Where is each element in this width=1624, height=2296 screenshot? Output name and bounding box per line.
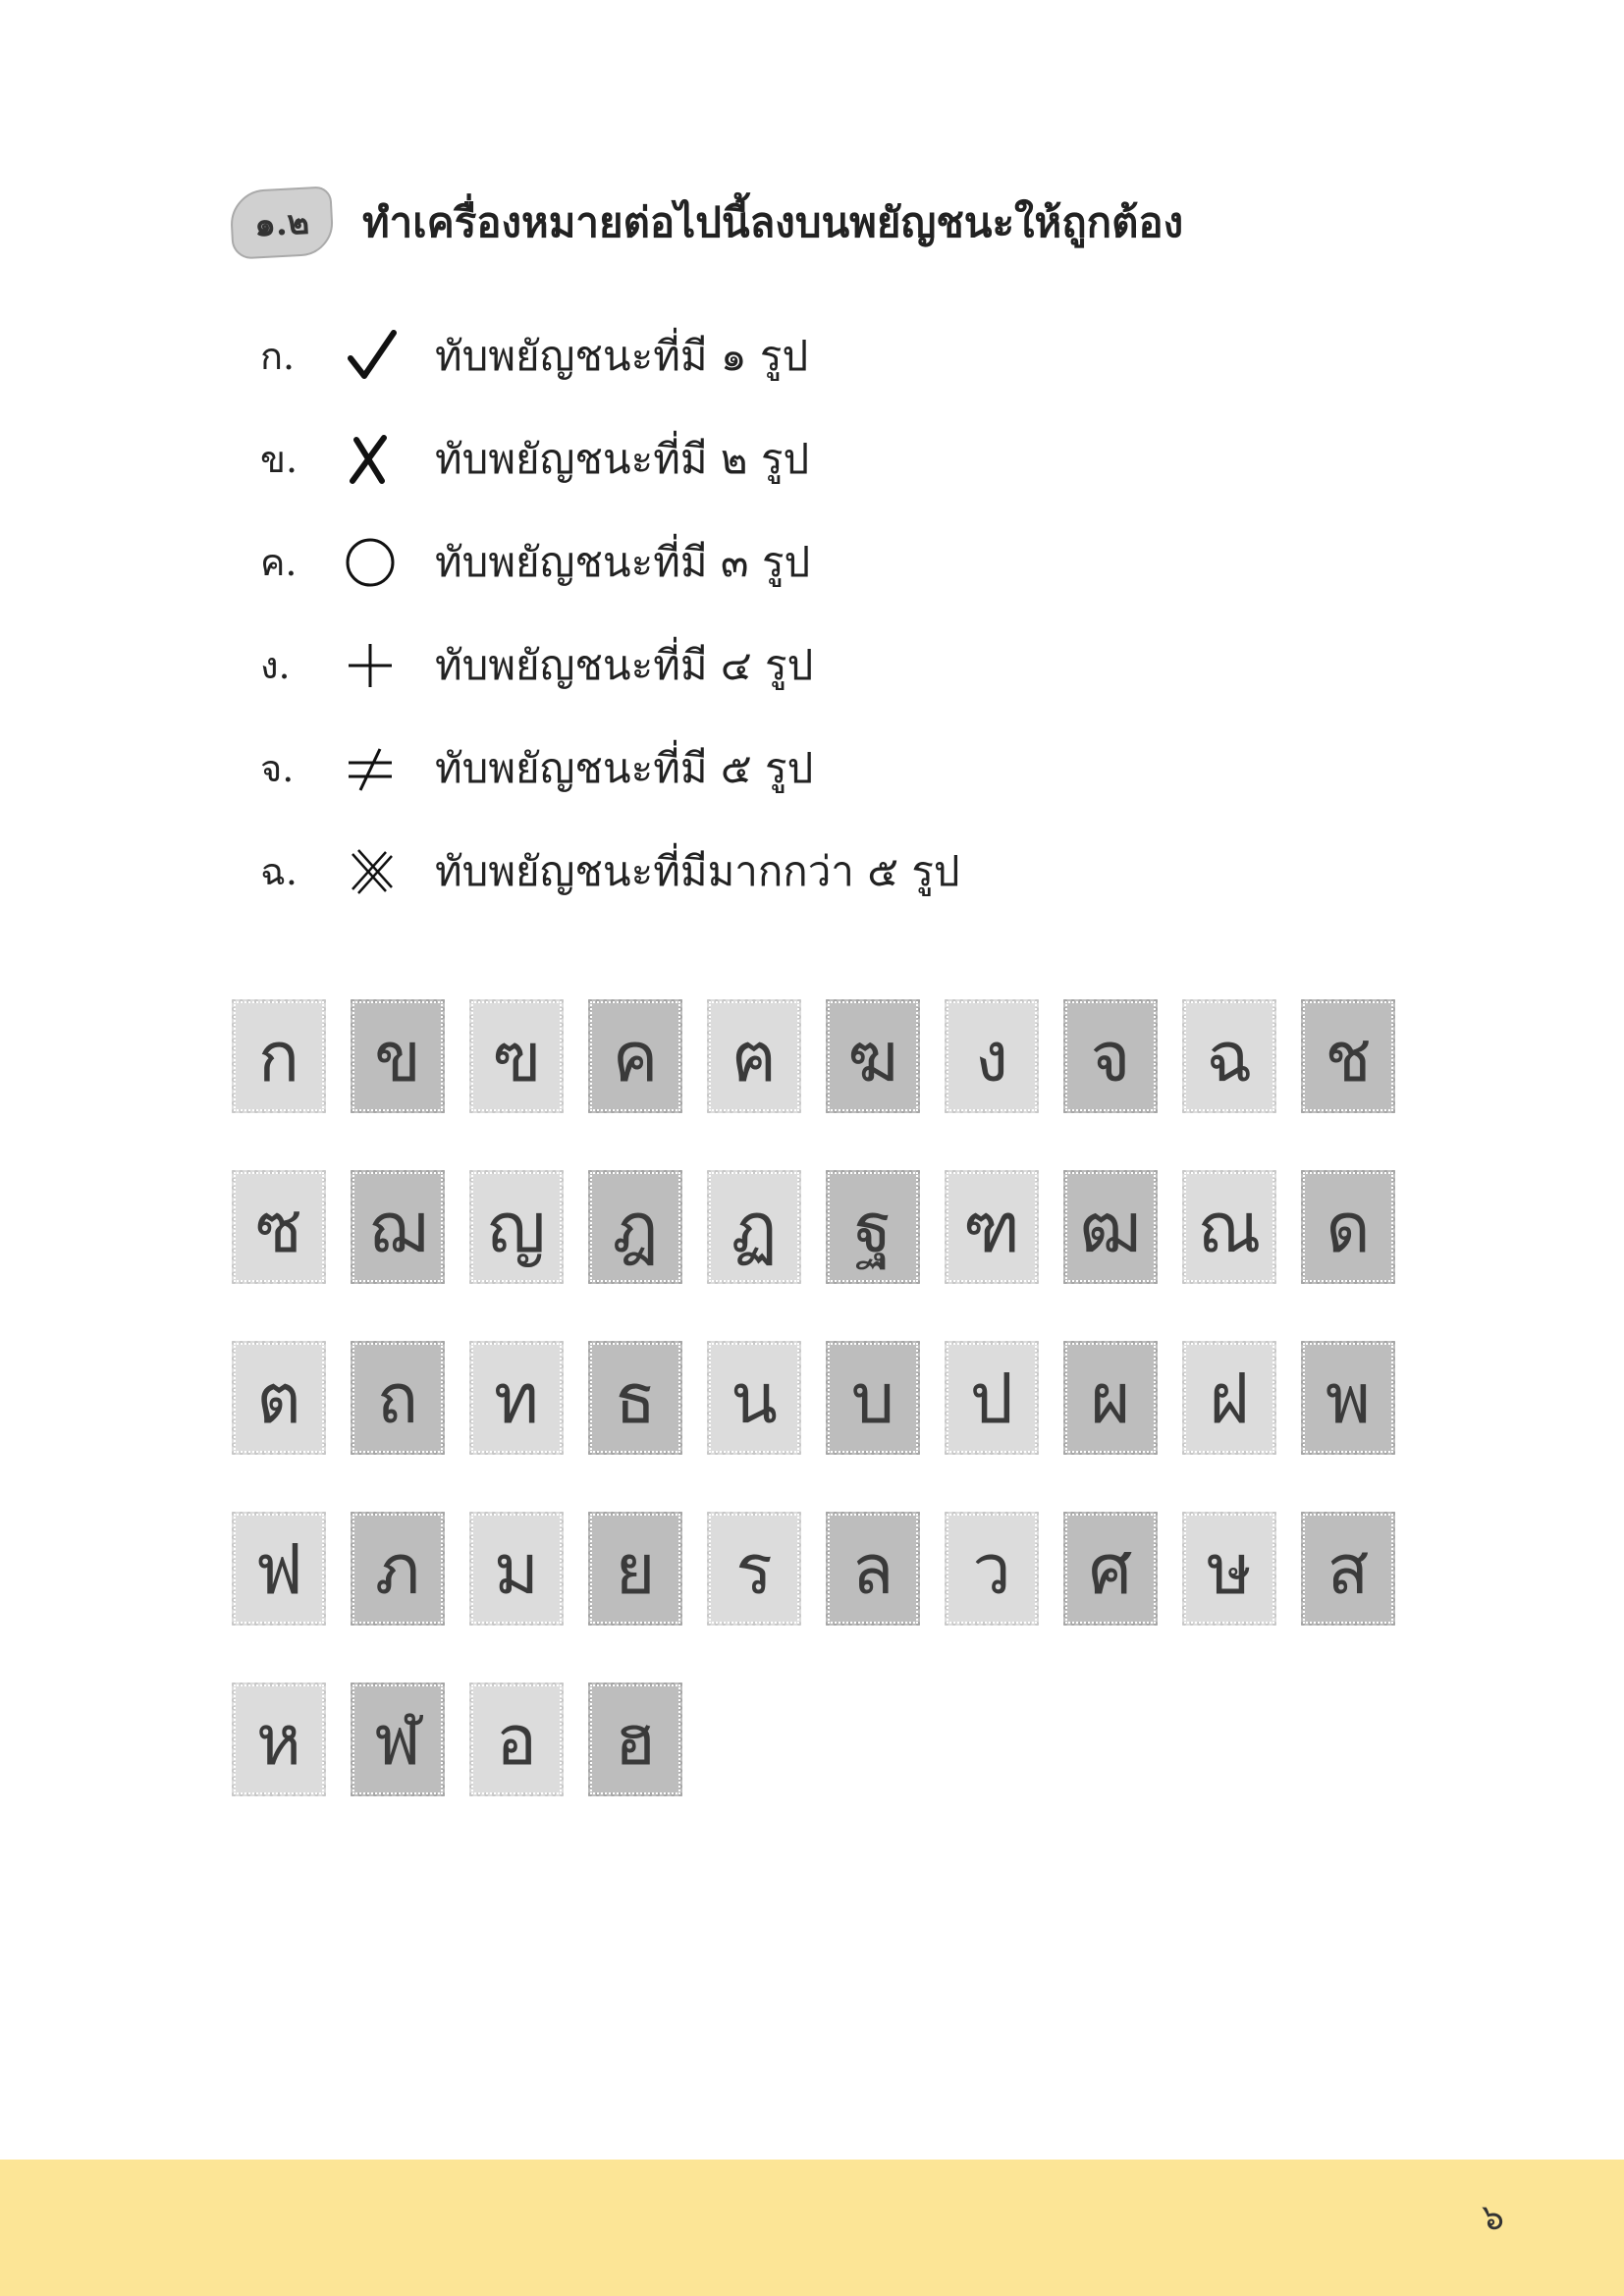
consonant-stamp[interactable]: ฌ <box>351 1170 445 1284</box>
consonant-row-3 <box>232 1341 1420 1512</box>
legend-label: ฉ. <box>260 850 298 893</box>
consonant-stamp[interactable]: บ <box>826 1341 920 1455</box>
consonant-stamp[interactable]: ช <box>1301 999 1395 1113</box>
legend-text: ทับพยัญชนะที่มี ๓ รูป <box>435 537 811 586</box>
consonant-stamp[interactable]: ษ <box>1182 1512 1276 1626</box>
consonant-stamp[interactable]: ย <box>588 1512 682 1626</box>
cross-icon <box>345 430 435 489</box>
consonant-stamp[interactable]: ฟ <box>232 1512 326 1626</box>
consonant-stamp[interactable]: ส <box>1301 1512 1395 1626</box>
consonant-stamp[interactable]: จ <box>1063 999 1158 1113</box>
consonant-stamp[interactable]: ฏ <box>707 1170 801 1284</box>
consonant-stamp[interactable]: ป <box>945 1341 1039 1455</box>
legend-item-4 <box>260 614 960 717</box>
consonant-stamp[interactable]: ซ <box>232 1170 326 1284</box>
consonant-stamp[interactable]: ถ <box>351 1341 445 1455</box>
section-header <box>231 188 1183 257</box>
check-icon <box>345 327 435 386</box>
legend-item-5 <box>260 717 960 820</box>
consonant-stamp[interactable]: ฒ <box>1063 1170 1158 1284</box>
section-title: ทำเครื่องหมายต่อไปนี้ลงบนพยัญชนะให้ถูกต้อง <box>362 198 1184 246</box>
consonant-stamp[interactable]: ฃ <box>469 999 564 1113</box>
consonant-stamp[interactable]: พ <box>1301 1341 1395 1455</box>
legend-label: จ. <box>260 747 295 790</box>
legend-text: ทับพยัญชนะที่มีมากกว่า ๕ รูป <box>435 846 960 895</box>
legend-text: ทับพยัญชนะที่มี ๒ รูป <box>435 434 810 483</box>
consonant-stamp[interactable]: ฅ <box>707 999 801 1113</box>
legend-label: ก. <box>260 335 296 378</box>
legend-item-3 <box>260 510 960 614</box>
consonant-stamp[interactable]: ฑ <box>945 1170 1039 1284</box>
consonant-stamp[interactable]: น <box>707 1341 801 1455</box>
legend-label: ค. <box>260 541 298 584</box>
consonant-stamp[interactable]: ฬ <box>351 1682 445 1796</box>
consonant-stamp[interactable]: ข <box>351 999 445 1113</box>
legend-label: ข. <box>260 438 298 481</box>
legend-text: ทับพยัญชนะที่มี ๑ รูป <box>435 331 809 380</box>
consonant-stamp[interactable]: ง <box>945 999 1039 1113</box>
consonant-grid <box>232 999 1420 1853</box>
consonant-stamp[interactable]: ว <box>945 1512 1039 1626</box>
consonant-stamp[interactable]: ต <box>232 1341 326 1455</box>
legend-item-1 <box>260 304 960 407</box>
plus-icon <box>345 636 435 695</box>
consonant-row-2 <box>232 1170 1420 1341</box>
consonant-stamp[interactable]: ฆ <box>826 999 920 1113</box>
consonant-stamp[interactable]: ฉ <box>1182 999 1276 1113</box>
consonant-stamp[interactable]: ค <box>588 999 682 1113</box>
consonant-stamp[interactable]: ฎ <box>588 1170 682 1284</box>
consonant-stamp[interactable]: ม <box>469 1512 564 1626</box>
consonant-stamp[interactable]: ฐ <box>826 1170 920 1284</box>
consonant-stamp[interactable]: ท <box>469 1341 564 1455</box>
legend-label: ง. <box>260 644 291 687</box>
page-number: ๖ <box>1482 2198 1504 2238</box>
consonant-stamp[interactable]: ณ <box>1182 1170 1276 1284</box>
consonant-row-4 <box>232 1512 1420 1682</box>
legend-item-6 <box>260 820 960 923</box>
consonant-stamp[interactable]: ก <box>232 999 326 1113</box>
not-equal-icon <box>345 739 435 798</box>
consonant-stamp[interactable]: ล <box>826 1512 920 1626</box>
consonant-stamp[interactable]: ห <box>232 1682 326 1796</box>
symbol-legend <box>260 304 960 923</box>
asterisk-x-icon <box>345 842 435 901</box>
circle-icon <box>345 533 435 592</box>
legend-text: ทับพยัญชนะที่มี ๕ รูป <box>435 743 814 792</box>
consonant-stamp[interactable]: ภ <box>351 1512 445 1626</box>
consonant-stamp[interactable]: ฮ <box>588 1682 682 1796</box>
consonant-stamp[interactable]: ร <box>707 1512 801 1626</box>
consonant-stamp[interactable]: ญ <box>469 1170 564 1284</box>
legend-item-2 <box>260 407 960 510</box>
consonant-stamp[interactable]: ศ <box>1063 1512 1158 1626</box>
legend-text: ทับพยัญชนะที่มี ๔ รูป <box>435 640 814 689</box>
consonant-row-1 <box>232 999 1420 1170</box>
consonant-stamp[interactable]: ธ <box>588 1341 682 1455</box>
consonant-row-5 <box>232 1682 1420 1853</box>
consonant-stamp[interactable]: อ <box>469 1682 564 1796</box>
consonant-stamp[interactable]: ฝ <box>1182 1341 1276 1455</box>
section-number-badge: ๑.๒ <box>229 186 335 259</box>
page-footer-band <box>0 2160 1624 2296</box>
consonant-stamp[interactable]: ด <box>1301 1170 1395 1284</box>
consonant-stamp[interactable]: ผ <box>1063 1341 1158 1455</box>
